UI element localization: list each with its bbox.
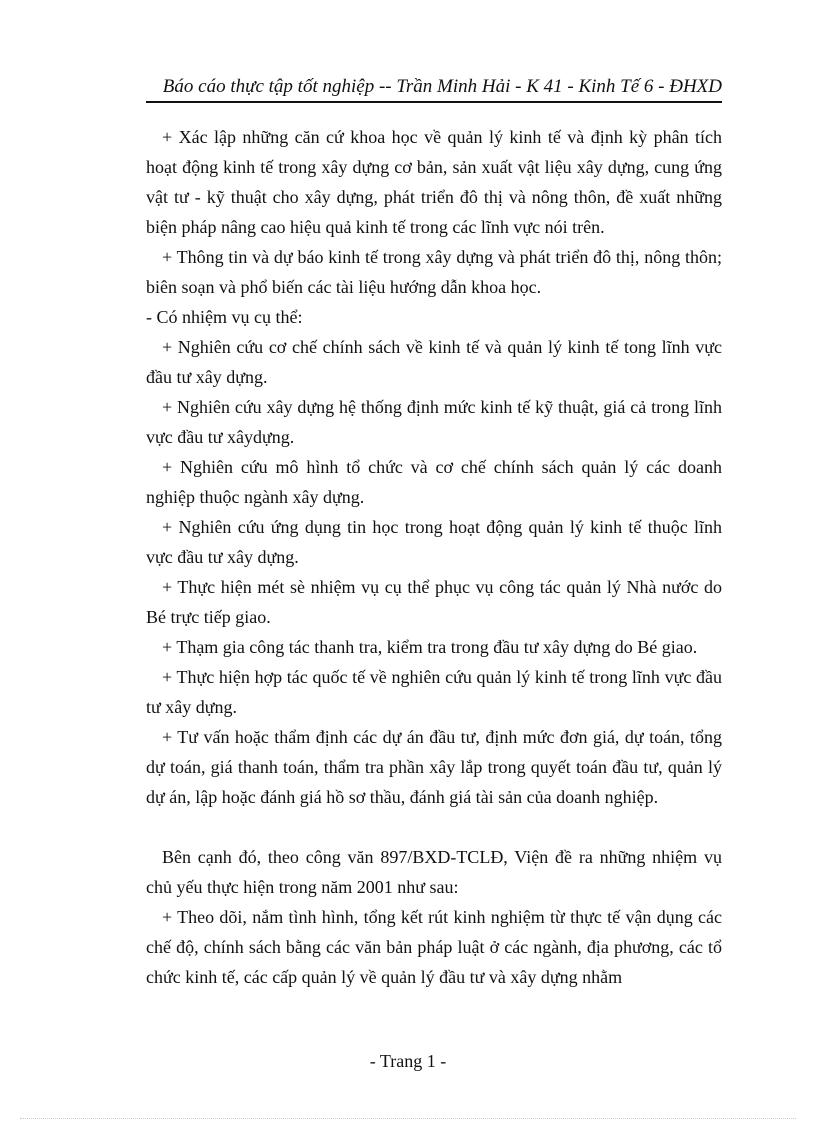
paragraph-5: + Nghiên cứu xây dựng hệ thống định mức kinh tế kỹ thuật, giá cả trong lĩnh vực đầu tư xâydựng. bbox=[146, 397, 722, 447]
paragraph-9: + Thạm gia công tác thanh tra, kiểm tra trong đầu tư xây dựng do Bé giao. bbox=[162, 637, 698, 657]
paragraph-1: + Xác lập những căn cứ khoa học về quản lý kinh tế và định kỳ phân tích hoạt động kinh tế trong xây dựng cơ bản, sản xuất vật liệu xây dựng, cung ứng vật tư - kỹ thuật cho xây dựng, phát triển đô thị và nông thôn, đề xuất những biện pháp nâng cao hiệu quả kinh tế trong các lĩnh vực nói trên. bbox=[146, 127, 722, 237]
paragraph-12: Bên cạnh đó, theo công văn 897/BXD-TCLĐ, Viện đề ra những nhiệm vụ chủ yếu thực hiện trong năm 2001 như sau: bbox=[146, 847, 722, 897]
paragraph-6: + Nghiên cứu mô hình tổ chức và cơ chế chính sách quản lý các doanh nghiệp thuộc ngành xây dựng. bbox=[146, 457, 722, 507]
running-header: Báo cáo thực tập tốt nghiệp -- Trần Minh Hải - K 41 - Kinh Tế 6 - ĐHXD bbox=[146, 74, 722, 103]
page-bottom-divider bbox=[20, 1118, 796, 1119]
page-number: - Trang 1 - bbox=[369, 1051, 447, 1071]
paragraph-10: + Thực hiện hợp tác quốc tế về nghiên cứu quản lý kinh tế trong lĩnh vực đầu tư xây dựng. bbox=[146, 667, 722, 717]
paragraph-3: - Có nhiệm vụ cụ thể: bbox=[146, 307, 303, 327]
paragraph-4: + Nghiên cứu cơ chế chính sách về kinh tế và quản lý kinh tế tong lĩnh vực đầu tư xây dựng. bbox=[146, 337, 722, 387]
document-body bbox=[146, 122, 722, 992]
paragraph-2: + Thông tin và dự báo kinh tế trong xây dựng và phát triển đô thị, nông thôn; biên soạn và phổ biến các tài liệu hướng dẫn khoa học. bbox=[146, 247, 722, 297]
paragraph-7: + Nghiên cứu ứng dụng tin học trong hoạt động quản lý kinh tế thuộc lĩnh vực đầu tư xây dựng. bbox=[146, 517, 722, 567]
paragraph-8: + Thực hiện mét sè nhiệm vụ cụ thể phục vụ công tác quản lý Nhà nước do Bé trực tiếp giao. bbox=[146, 577, 722, 627]
paragraph-11: + Tư vấn hoặc thẩm định các dự án đầu tư, định mức đơn giá, dự toán, tổng dự toán, giá thanh toán, thẩm tra phần xây lắp trong quyết toán đầu tư, quản lý dự án, lập hoặc đánh giá hồ sơ thầu, đánh giá tài sản của doanh nghiệp. bbox=[146, 727, 722, 807]
paragraph-13: + Theo dõi, nắm tình hình, tổng kết rút kinh nghiệm từ thực tế vận dụng các chế độ, chính sách bằng các văn bản pháp luật ở các ngành, địa phương, các tổ chức kinh tế, các cấp quản lý về quản lý đầu tư và xây dựng nhằm bbox=[146, 907, 722, 987]
